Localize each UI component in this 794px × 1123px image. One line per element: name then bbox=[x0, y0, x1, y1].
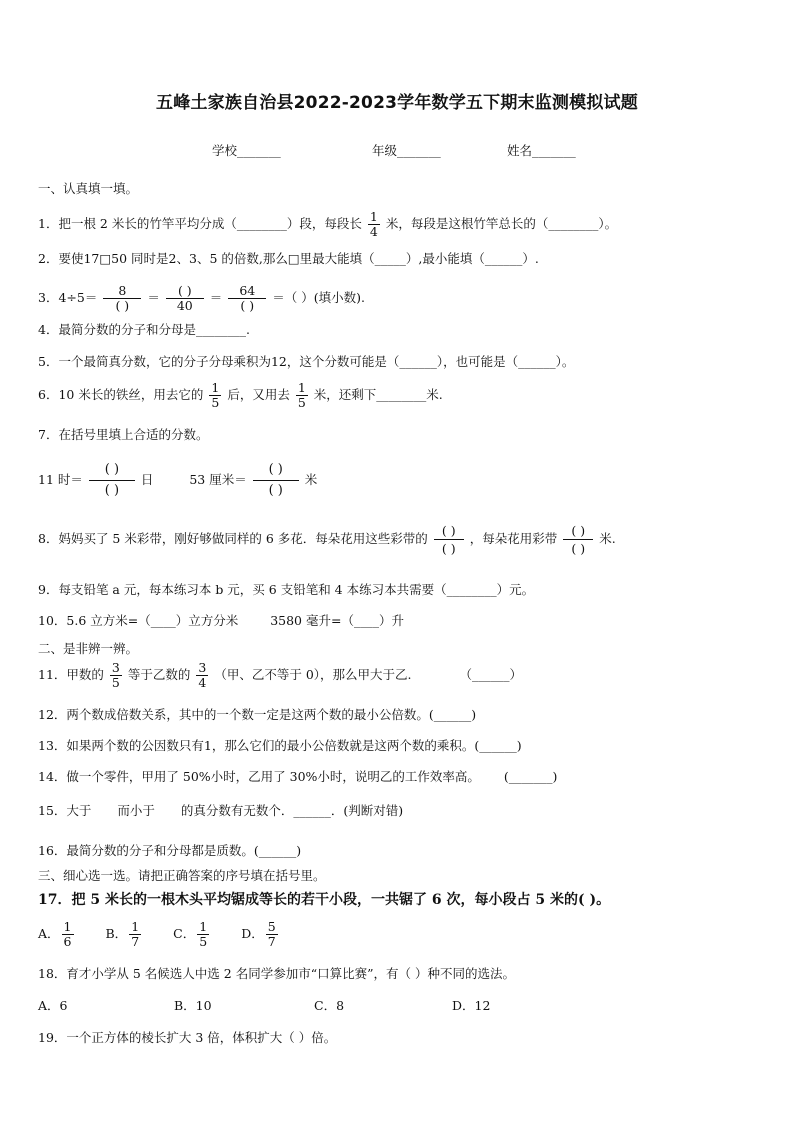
question-12: 12．两个数成倍数关系，其中的一个数一定是这两个数的最小公倍数。(______) bbox=[38, 707, 477, 722]
option-a[interactable]: A．6 bbox=[38, 998, 68, 1013]
question-6-text-b: 后，又用去 bbox=[227, 387, 290, 402]
unit-label: 米 bbox=[304, 472, 318, 487]
option-label: C． bbox=[173, 926, 196, 941]
option-c[interactable] bbox=[173, 919, 215, 949]
fraction-numerator: ( ) bbox=[253, 460, 299, 481]
fraction-numerator: 1 bbox=[209, 381, 221, 396]
unit-label: 日 bbox=[140, 472, 154, 487]
answer-blank: (_______) bbox=[503, 769, 558, 784]
question-8-text-b: ，每朵花用彩带 bbox=[469, 531, 558, 546]
question-11-text-a: 11．甲数的 bbox=[38, 667, 104, 682]
school-field: 学校_______ bbox=[212, 143, 281, 158]
option-b[interactable] bbox=[105, 919, 148, 949]
fraction-denominator: 7 bbox=[267, 934, 276, 949]
fraction-denominator: 5 bbox=[211, 395, 220, 410]
fraction-denominator: ( ) bbox=[240, 298, 255, 313]
fraction bbox=[228, 284, 266, 313]
fraction-denominator: 40 bbox=[176, 298, 193, 313]
fraction bbox=[368, 210, 380, 239]
question-8-text-c: 米. bbox=[599, 531, 616, 546]
question-15-text-b: 而小于 bbox=[117, 803, 155, 818]
fraction-numerator: 64 bbox=[228, 284, 266, 299]
option-label: D． bbox=[241, 926, 264, 941]
fraction-denominator: 5 bbox=[111, 675, 120, 690]
fraction bbox=[129, 920, 141, 949]
question-11-text-c: （甲、乙不等于 0），那么甲大于乙. bbox=[214, 667, 412, 682]
fraction bbox=[62, 920, 74, 949]
fraction-numerator: 1 bbox=[197, 920, 209, 935]
question-7: 7．在括号里填上合适的分数。 bbox=[38, 427, 209, 442]
option-b[interactable]: B．10 bbox=[174, 998, 212, 1013]
fraction-numerator: 3 bbox=[110, 661, 122, 676]
name-field: 姓名_______ bbox=[507, 143, 576, 158]
fraction-numerator: 8 bbox=[103, 284, 141, 299]
fraction-denominator: ( ) bbox=[571, 541, 586, 556]
question-6 bbox=[38, 381, 443, 410]
fraction-numerator: 1 bbox=[296, 381, 308, 396]
option-c[interactable]: C．8 bbox=[314, 998, 345, 1013]
question-4: 4．最简分数的分子和分母是________. bbox=[38, 322, 250, 337]
option-a[interactable] bbox=[38, 919, 80, 949]
question-14 bbox=[38, 768, 557, 786]
question-13: 13．如果两个数的公因数只有1，那么它们的最小公倍数就是这两个数的乘积。(______) bbox=[38, 738, 522, 753]
fraction-numerator: 1 bbox=[368, 210, 380, 225]
fraction bbox=[563, 522, 593, 557]
section-heading-3: 三、细心选一选。请把正确答案的序号填在括号里。 bbox=[38, 868, 326, 883]
fraction-denominator: ( ) bbox=[441, 541, 456, 556]
equals-sign: ＝ bbox=[147, 290, 160, 305]
fraction bbox=[266, 920, 278, 949]
fraction-denominator: 5 bbox=[297, 395, 306, 410]
question-15-text-a: 15．大于 bbox=[38, 803, 92, 818]
fraction-denominator: ( ) bbox=[104, 483, 120, 498]
question-3 bbox=[38, 284, 365, 313]
fraction-denominator: 7 bbox=[131, 934, 140, 949]
equals-sign: ＝ bbox=[209, 290, 223, 305]
section-heading-1: 一、认真填一填。 bbox=[38, 181, 139, 196]
question-7-prefix-2: 53 厘米＝ bbox=[189, 472, 247, 487]
fraction bbox=[197, 920, 209, 949]
fraction bbox=[253, 460, 299, 501]
fraction-numerator: 1 bbox=[62, 920, 74, 935]
question-1 bbox=[38, 210, 617, 239]
fraction-numerator: 3 bbox=[196, 661, 208, 676]
fraction bbox=[296, 381, 308, 410]
question-10-text-a: 10．5.6 立方米=（____）立方分米 bbox=[38, 613, 239, 628]
question-15-text-c: 的真分数有无数个．______．(判断对错) bbox=[180, 803, 404, 818]
fraction bbox=[209, 381, 221, 410]
question-1-text-b: 米，每段是这根竹竿总长的（________）。 bbox=[385, 216, 618, 231]
question-9: 9．每支铅笔 a 元，每本练习本 b 元，买 6 支铅笔和 4 本练习本共需要（________）元。 bbox=[38, 582, 535, 597]
question-14-text: 14．做一个零件，甲用了 50%小时，乙用了 30%小时，说明乙的工作效率高。 bbox=[38, 769, 480, 784]
fraction-denominator: 5 bbox=[199, 934, 208, 949]
fraction-denominator: 6 bbox=[63, 934, 72, 949]
question-8-text-a: 8．妈妈买了 5 米彩带，刚好够做同样的 6 多花．每朵花用这些彩带的 bbox=[38, 531, 428, 546]
question-3-text-b: ＝（ ）(填小数). bbox=[272, 290, 365, 305]
question-6-text-a: 6．10 米长的铁丝，用去它的 bbox=[38, 387, 204, 402]
fraction bbox=[434, 522, 464, 557]
question-7-prefix-1: 11 时＝ bbox=[38, 472, 83, 487]
question-5: 5．一个最简真分数，它的分子分母乘积为12，这个分数可能是（______），也可能是（______）。 bbox=[38, 354, 575, 369]
question-18: 18．育才小学从 5 名候选人中选 2 名同学参加市“口算比赛”，有（ ）种不同的选法。 bbox=[38, 966, 515, 981]
option-label: B． bbox=[105, 926, 128, 941]
fraction-numerator: ( ) bbox=[563, 522, 593, 540]
question-15 bbox=[38, 802, 403, 820]
question-10 bbox=[38, 612, 404, 630]
question-11-text-b: 等于乙数的 bbox=[127, 667, 191, 682]
grade-field: 年级_______ bbox=[372, 143, 441, 158]
fraction bbox=[89, 460, 135, 501]
question-16: 16．最简分数的分子和分母都是质数。(______) bbox=[38, 843, 302, 858]
fraction bbox=[103, 284, 141, 313]
fraction-numerator: 1 bbox=[129, 920, 141, 935]
question-8 bbox=[38, 522, 616, 557]
question-2: 2．要使17□50 同时是2、3、5 的倍数,那么□里最大能填（_____）,最小能填（______）. bbox=[38, 251, 539, 266]
answer-blank: （______） bbox=[459, 667, 522, 682]
fraction-numerator: ( ) bbox=[434, 522, 464, 540]
question-17: 17．把 5 米长的一根木头平均锯成等长的若干小段，一共锯了 6 次，每小段占 5 米的( )。 bbox=[38, 892, 611, 908]
fraction-numerator: ( ) bbox=[166, 284, 204, 299]
question-7-items bbox=[38, 460, 317, 501]
question-3-text-a: 3．4÷5＝ bbox=[38, 290, 98, 305]
option-d[interactable]: D．12 bbox=[452, 998, 491, 1013]
fraction bbox=[196, 661, 208, 690]
fraction-denominator: 4 bbox=[198, 675, 207, 690]
option-label: A． bbox=[38, 926, 60, 941]
fraction-denominator: 4 bbox=[369, 224, 378, 239]
fraction-denominator: ( ) bbox=[115, 298, 130, 313]
fraction bbox=[166, 284, 204, 313]
page-title: 五峰土家族自治县2022-2023学年数学五下期末监测模拟试题 bbox=[156, 93, 638, 113]
section-heading-2: 二、是非辨一辨。 bbox=[38, 641, 139, 656]
question-19: 19．一个正方体的棱长扩大 3 倍，体积扩大（ ）倍。 bbox=[38, 1030, 337, 1045]
fraction-numerator: 5 bbox=[266, 920, 278, 935]
fraction-denominator: ( ) bbox=[268, 483, 283, 498]
question-6-text-c: 米，还剩下________米. bbox=[313, 387, 443, 402]
option-d[interactable] bbox=[241, 919, 280, 949]
question-10-text-b: 3580 毫升=（____）升 bbox=[270, 613, 404, 628]
fraction-numerator: ( ) bbox=[89, 460, 135, 481]
question-17-options bbox=[38, 920, 280, 949]
fraction bbox=[110, 661, 122, 690]
question-1-text-a: 1．把一根 2 米长的竹竿平均分成（________）段，每段长 bbox=[38, 216, 362, 231]
question-11 bbox=[38, 661, 522, 690]
